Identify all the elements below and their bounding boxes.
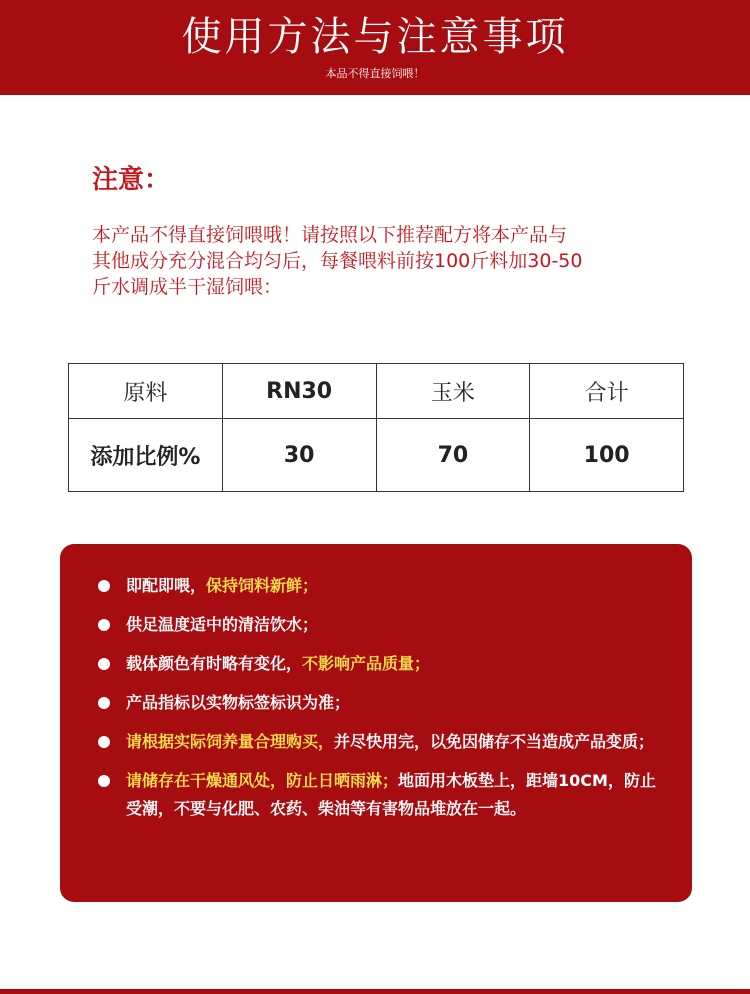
tip-text: 产品指标以实物标签标识为准；	[126, 693, 351, 712]
notice-line-2: 其他成分充分混合均匀后，每餐喂料前按100斤料加30-50	[92, 250, 583, 272]
list-item	[98, 611, 662, 639]
bullet-icon	[98, 580, 110, 592]
bottom-divider	[0, 989, 750, 994]
header-cell-rn30: RN30	[222, 364, 376, 419]
value-cell-corn: 70	[376, 419, 530, 492]
bullet-icon	[98, 775, 110, 787]
notice-heading: 注意：	[92, 165, 171, 195]
tip-highlight: 不影响产品质量；	[302, 654, 431, 673]
bullet-icon	[98, 736, 110, 748]
ratio-table	[68, 363, 684, 492]
header-cell-total: 合计	[530, 364, 684, 419]
header-cell-material: 原料	[69, 364, 223, 419]
tip-text: 并尽快用完，以免因储存不当造成产品变质；	[334, 732, 655, 751]
list-item	[98, 650, 662, 678]
tip-highlight: 请根据实际饲养量合理购买，	[126, 732, 335, 751]
page-subtitle: 本品不得直接饲喂！	[325, 67, 425, 80]
notice-line-1: 本产品不得直接饲喂哦！请按照以下推荐配方将本产品与	[92, 224, 568, 246]
page-title: 使用方法与注意事项	[181, 14, 569, 60]
tip-text: 地面用木板垫上，距墙10CM，防止受潮，不要与化肥、农药、柴油等有害物品堆放在一起。	[126, 771, 656, 818]
bullet-icon	[98, 697, 110, 709]
table-row	[69, 419, 684, 492]
list-item	[98, 689, 662, 717]
tip-highlight: 请储存在干燥通风处，防止日晒雨淋；	[126, 771, 399, 790]
tip-highlight: 保持饲料新鲜；	[206, 576, 319, 595]
row-label-ratio: 添加比例%	[69, 419, 223, 492]
bullet-icon	[98, 658, 110, 670]
table-header-row	[69, 364, 684, 419]
notice-body	[92, 222, 672, 300]
header-cell-corn: 玉米	[376, 364, 530, 419]
value-cell-total: 100	[530, 419, 684, 492]
list-item	[98, 572, 662, 600]
tips-panel	[60, 544, 692, 902]
notice-line-3: 斤水调成半干湿饲喂：	[92, 276, 283, 298]
bullet-icon	[98, 619, 110, 631]
list-item	[98, 767, 662, 823]
tip-text: 即配即喂，	[126, 576, 207, 595]
tip-text: 供足温度适中的清洁饮水；	[126, 615, 319, 634]
list-item	[98, 728, 662, 756]
value-cell-rn30: 30	[222, 419, 376, 492]
page-header	[0, 0, 750, 95]
tip-text: 载体颜色有时略有变化，	[126, 654, 303, 673]
